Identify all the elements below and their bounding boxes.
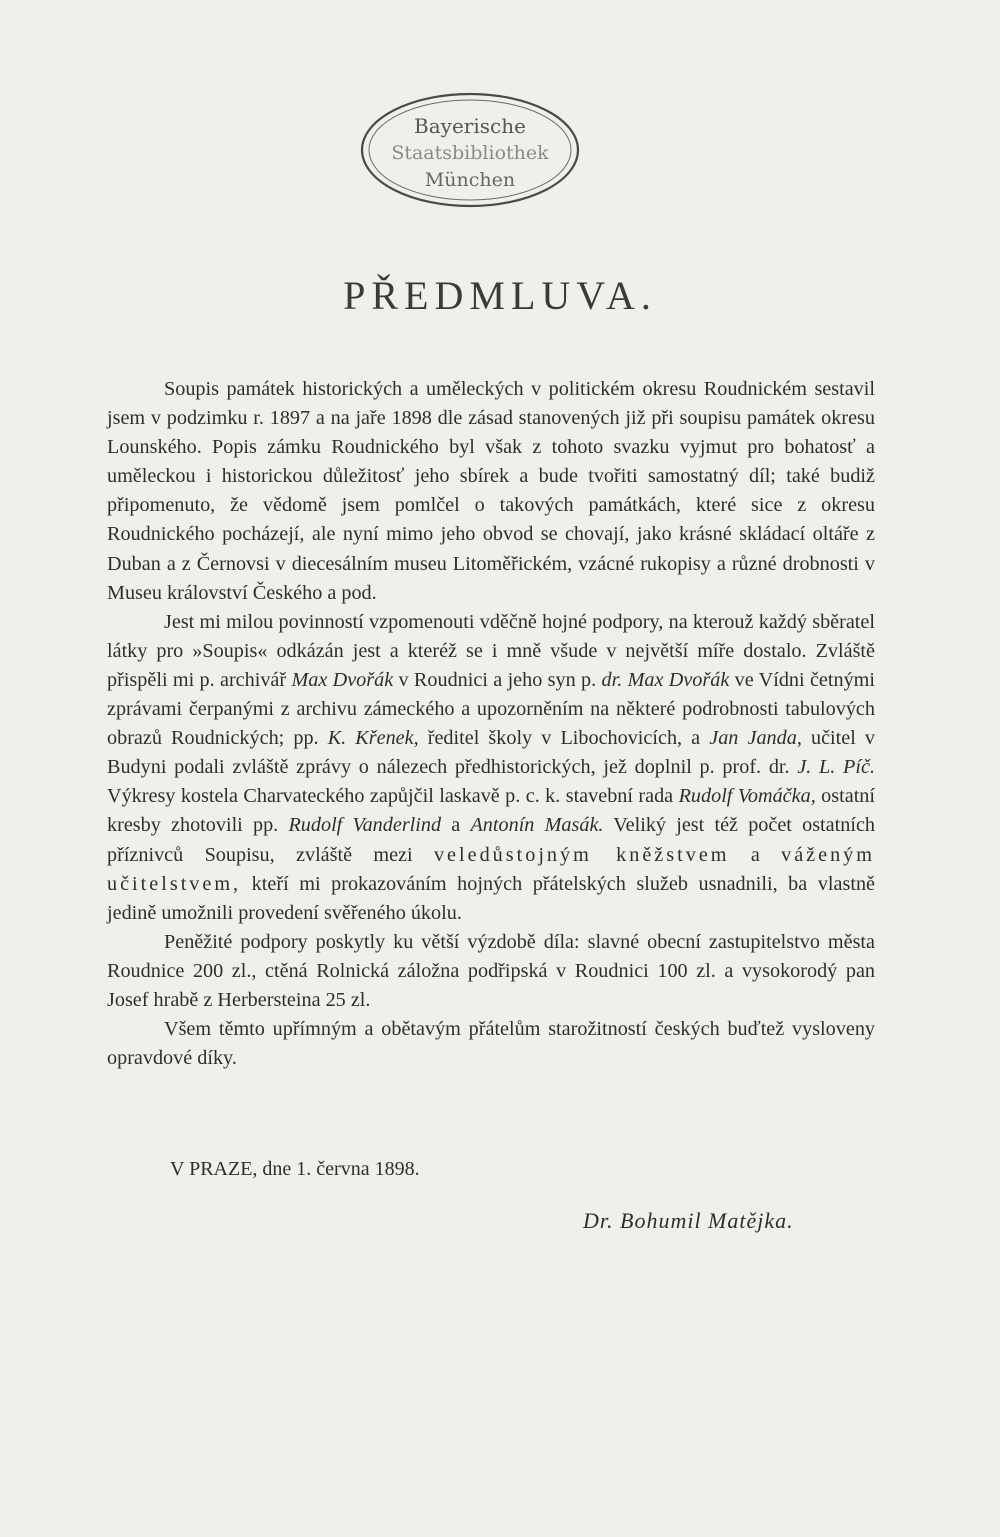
spaced-emphasis: váženým učitelstvem, — [107, 843, 875, 895]
text-run: ředitel školy v Libochovicích, a — [418, 727, 710, 750]
text-run: Veliký jest též počet ostatních příznivců Soupisu, zvláště mezi — [107, 814, 875, 866]
name-emphasis: J. L. Píč. — [797, 756, 875, 779]
text-run: Výkresy kostela Charvateckého zapůjčil laskavě p. c. k. stavební rada — [107, 785, 679, 808]
text-run: a — [441, 814, 471, 837]
text-run: Peněžité podpory poskytly ku větší výzdobě díla: slavné obecní zastupitelstvo města Roudnice 200 zl., ctěná Rolnická záložna podřipská v Roudnici 100 zl. a vysokorodý pan Josef hrabě z Herbersteina 25 zl. — [107, 930, 875, 1011]
text-run: kteří mi prokazováním hojných přátelských služeb usnadnili, ba vlastně jedině umožnili provedení svěřeného úkolu. — [107, 872, 875, 924]
name-emphasis: dr. Max Dvořák — [601, 668, 730, 691]
page-title: PŘEDMLUVA. — [343, 273, 657, 318]
stamp-line-1: Bayerische — [414, 114, 526, 138]
text-run: Jest mi milou povinností vzpomenouti vděčně hojné podpory, na kterouž každý sběratel látky pro »Soupis« odkázán jest a kteréž se i mně všude v největší míře dostalo. Zvláště přispěli mi p. archivář — [107, 610, 875, 691]
text-run: Soupis památek historických a uměleckých v politickém okresu Roudnickém sestavil jsem v podzimku r. 1897 a na jaře 1898 dle zásad stanovených již při soupisu památek okresu Lounského. Popis zámku Roudnického byl však z tohoto svazku vyjmut pro bohatosť a uměleckou i historickou důležitosť jeho sbírek a bude tvořiti samostatný díl; také budiž připomenuto, že vědomě jsem pomlčel o takových památkách, které sice z okresu Roudnického pocházejí, ale nyní mimo jeho obvod se chovají, jako krásné skládací oltáře z Duban a z Černovsi v diecesálním museu Litoměřickém, vzácné rukopisy a různé drobnosti v Museu království Českého a pod. — [107, 378, 875, 604]
preface-body — [107, 375, 875, 1073]
paragraph — [107, 1015, 875, 1073]
library-stamp — [355, 88, 585, 212]
text-run: ostatní kresby zhotovili pp. — [107, 785, 875, 837]
name-emphasis: Rudolf Vanderlind — [288, 814, 442, 837]
name-emphasis: Rudolf Vomáčka, — [678, 785, 816, 808]
signature: Dr. Bohumil Matějka. — [583, 1208, 794, 1233]
name-emphasis: K. Křenek, — [327, 727, 419, 750]
stamp-line-2: Staatsbibliothek — [391, 142, 549, 164]
stamp-oval-icon — [355, 88, 585, 212]
date-line: V PRAZE, dne 1. června 1898. — [170, 1158, 420, 1180]
text-run: a — [729, 843, 782, 866]
name-emphasis: Jan Janda, — [709, 727, 802, 750]
paragraph — [107, 608, 875, 928]
stamp-line-3: München — [424, 169, 516, 191]
paragraph — [107, 375, 875, 608]
text-run: učitel v Budyni podali zvláště zprávy o nálezech předhistorických, jež doplnil p. prof. dr. — [107, 727, 875, 779]
text-run: ve Vídni četnými zprávami čerpanými z archivu zámeckého a upozorněním na některé podrobnosti tabulových obrazů Roudnických; pp. — [107, 668, 875, 750]
name-emphasis: Max Dvořák — [291, 668, 394, 691]
spaced-emphasis: veledůstojným kněžstvem — [433, 843, 730, 866]
text-run: Všem těmto upřímným a obětavým přátelům starožitností českých buďtež vysloveny opravdové díky. — [107, 1018, 875, 1070]
name-emphasis: Antonín Masák. — [470, 814, 604, 837]
paragraph — [107, 928, 875, 1015]
text-run: v Roudnici a jeho syn p. — [393, 668, 602, 691]
